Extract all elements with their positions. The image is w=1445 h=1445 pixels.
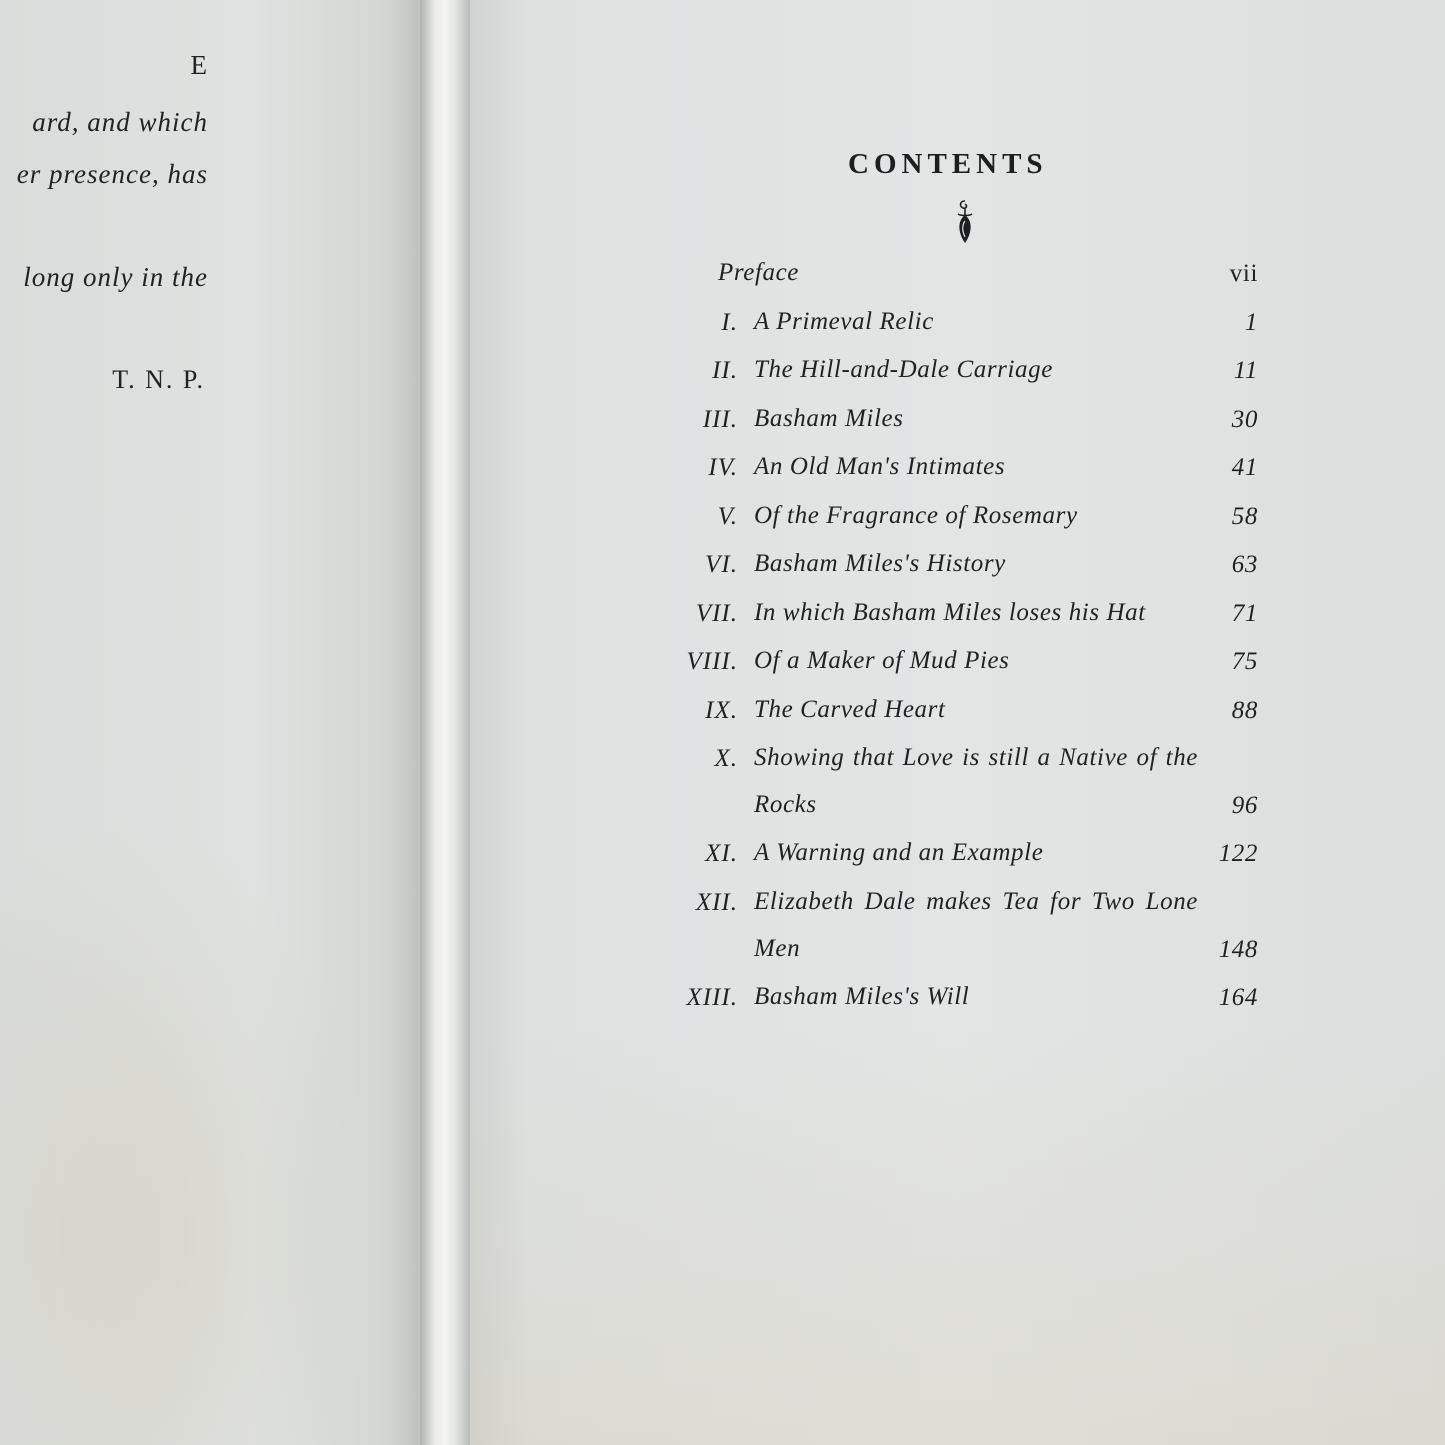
table-of-contents <box>660 250 1270 1022</box>
toc-entry[interactable] <box>660 879 1270 974</box>
toc-entry-page: 96 <box>1231 792 1258 819</box>
toc-entry-number: VI. <box>705 551 738 578</box>
toc-entry-number: XII. <box>695 888 738 916</box>
toc-entry-page: 41 <box>1231 454 1258 481</box>
toc-entry-number: XI. <box>705 840 738 867</box>
toc-entry-title: The Carved Heart <box>754 695 946 723</box>
toc-entry-page: 63 <box>1231 551 1258 578</box>
toc-entry[interactable] <box>660 444 1270 493</box>
toc-entry[interactable] <box>660 830 1270 879</box>
toc-entry-title: Of a Maker of Mud Pies <box>754 647 1010 674</box>
toc-entry-title: A Primeval Relic <box>754 307 934 335</box>
toc-entry[interactable] <box>660 299 1270 348</box>
toc-entry-page: 11 <box>1233 357 1258 384</box>
preface-fragment-line: E <box>190 50 208 80</box>
toc-entry-page: 75 <box>1231 648 1258 675</box>
toc-entry-page: 88 <box>1231 696 1258 724</box>
toc-entry[interactable] <box>660 687 1270 736</box>
toc-entry-title: Of the Fragrance of Rosemary <box>754 501 1078 529</box>
preface-fragment-line: long only in the <box>23 262 208 292</box>
toc-entry-number: VIII. <box>686 648 738 675</box>
contents-heading: CONTENTS <box>848 148 1048 180</box>
preface-fragment-line: er presence, has <box>16 159 208 189</box>
toc-entry-title: An Old Man's Intimates <box>754 453 1006 480</box>
toc-entry[interactable] <box>660 590 1270 639</box>
left-page <box>0 0 420 1445</box>
toc-entry-title: Basham Miles's History <box>754 550 1006 577</box>
toc-entry[interactable] <box>660 347 1270 396</box>
toc-entry-page: 164 <box>1218 983 1258 1011</box>
toc-entry-title: Elizabeth Dale makes Tea for Two Lone Men <box>754 887 1198 962</box>
toc-entry-title: The Hill-and-Dale Carriage <box>754 356 1053 383</box>
toc-entry-number: IX. <box>705 696 738 724</box>
toc-entry[interactable] <box>660 396 1270 445</box>
fleuron-ornament-icon <box>952 197 978 247</box>
toc-entry-number: VII. <box>695 599 738 627</box>
preface-signature: T. N. P. <box>112 365 205 394</box>
book-gutter <box>420 0 470 1445</box>
toc-entry-number: V. <box>717 502 738 530</box>
toc-entry[interactable] <box>660 638 1270 687</box>
toc-entry-title: A Warning and an Example <box>754 839 1044 866</box>
toc-entry-page: 71 <box>1231 599 1258 627</box>
toc-entry-number: I. <box>721 308 738 336</box>
toc-entry-page: 122 <box>1218 840 1258 867</box>
toc-entry-number: III. <box>702 405 738 433</box>
toc-entry[interactable] <box>660 250 1270 299</box>
toc-entry-number: IV. <box>708 454 738 481</box>
toc-entry-page: vii <box>1229 260 1258 287</box>
toc-entry[interactable] <box>660 493 1270 542</box>
preface-fragment-line: ard, and which <box>32 107 208 137</box>
toc-entry-page: 1 <box>1244 308 1258 336</box>
toc-entry[interactable] <box>660 735 1270 830</box>
toc-entry-page: 148 <box>1218 935 1258 963</box>
toc-entry-number: XIII. <box>686 983 738 1011</box>
toc-entry-number: II. <box>712 357 738 384</box>
toc-entry-title: In which Basham Miles loses his Hat <box>754 598 1146 626</box>
toc-entry[interactable] <box>660 541 1270 590</box>
toc-entry-title: Basham Miles's Will <box>754 982 970 1010</box>
toc-entry-title: Preface <box>718 259 800 286</box>
toc-entry-title: Basham Miles <box>754 404 904 432</box>
toc-entry-title: Showing that Love is still a Native of the Rocks <box>754 744 1198 818</box>
toc-entry[interactable] <box>660 974 1270 1023</box>
toc-entry-page: 58 <box>1231 502 1258 530</box>
toc-entry-page: 30 <box>1231 405 1258 433</box>
toc-entry-number: X. <box>714 745 738 772</box>
